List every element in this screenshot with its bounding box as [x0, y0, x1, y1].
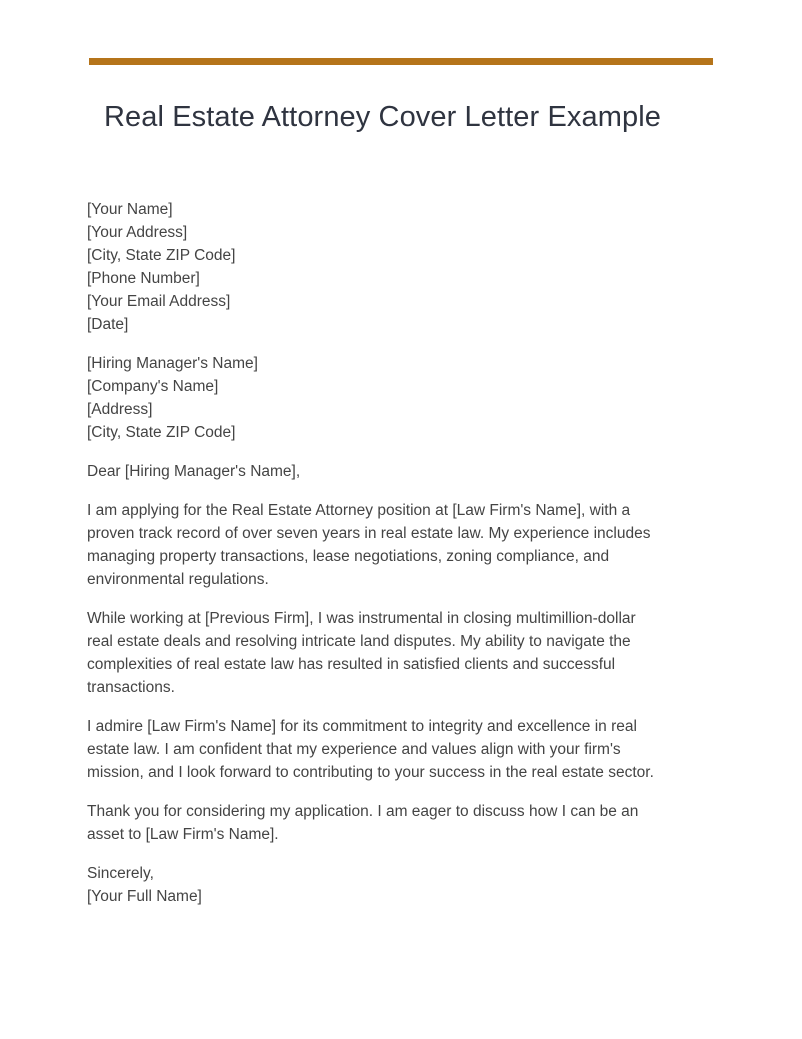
sender-email: [Your Email Address]	[87, 293, 231, 310]
paragraph-line: I am applying for the Real Estate Attorney position at [Law Firm's Name], with a	[87, 502, 631, 519]
sender-name: [Your Name]	[87, 201, 173, 218]
body-paragraph-3	[87, 715, 687, 784]
body-paragraph-2	[87, 607, 687, 699]
body-paragraph-1	[87, 499, 687, 591]
paragraph-line: estate law. I am confident that my experience and values align with your firm's	[87, 741, 621, 758]
paragraph-line: environmental regulations.	[87, 571, 269, 588]
salutation: Dear [Hiring Manager's Name],	[87, 463, 301, 480]
signature-name: [Your Full Name]	[87, 888, 202, 905]
letter-date: [Date]	[87, 316, 129, 333]
sender-address: [Your Address]	[87, 224, 188, 241]
sender-phone: [Phone Number]	[87, 270, 200, 287]
paragraph-line: real estate deals and resolving intricate land disputes. My ability to navigate the	[87, 633, 631, 650]
paragraph-line: mission, and I look forward to contributing to your success in the real estate sector.	[87, 764, 654, 781]
recipient-address: [Address]	[87, 401, 153, 418]
paragraph-line: asset to [Law Firm's Name].	[87, 826, 279, 843]
paragraph-line: transactions.	[87, 679, 175, 696]
paragraph-line: Thank you for considering my application. I am eager to discuss how I can be an	[87, 803, 639, 820]
body-paragraph-4	[87, 800, 687, 846]
letter-body	[87, 198, 687, 924]
recipient-address-block	[87, 352, 687, 444]
sender-city-state-zip: [City, State ZIP Code]	[87, 247, 236, 264]
paragraph-line: While working at [Previous Firm], I was instrumental in closing multimillion-dollar	[87, 610, 636, 627]
paragraph-line: proven track record of over seven years in real estate law. My experience includes	[87, 525, 651, 542]
recipient-company: [Company's Name]	[87, 378, 219, 395]
closing-phrase: Sincerely,	[87, 865, 154, 882]
closing-block	[87, 862, 687, 908]
paragraph-line: I admire [Law Firm's Name] for its commitment to integrity and excellence in real	[87, 718, 637, 735]
paragraph-line: managing property transactions, lease negotiations, zoning compliance, and	[87, 548, 610, 565]
paragraph-line: complexities of real estate law has resulted in satisfied clients and successful	[87, 656, 616, 673]
sender-address-block	[87, 198, 687, 336]
page-title: Real Estate Attorney Cover Letter Example	[104, 101, 661, 133]
recipient-name: [Hiring Manager's Name]	[87, 355, 258, 372]
title-accent-bar	[89, 58, 713, 65]
recipient-city-state-zip: [City, State ZIP Code]	[87, 424, 236, 441]
